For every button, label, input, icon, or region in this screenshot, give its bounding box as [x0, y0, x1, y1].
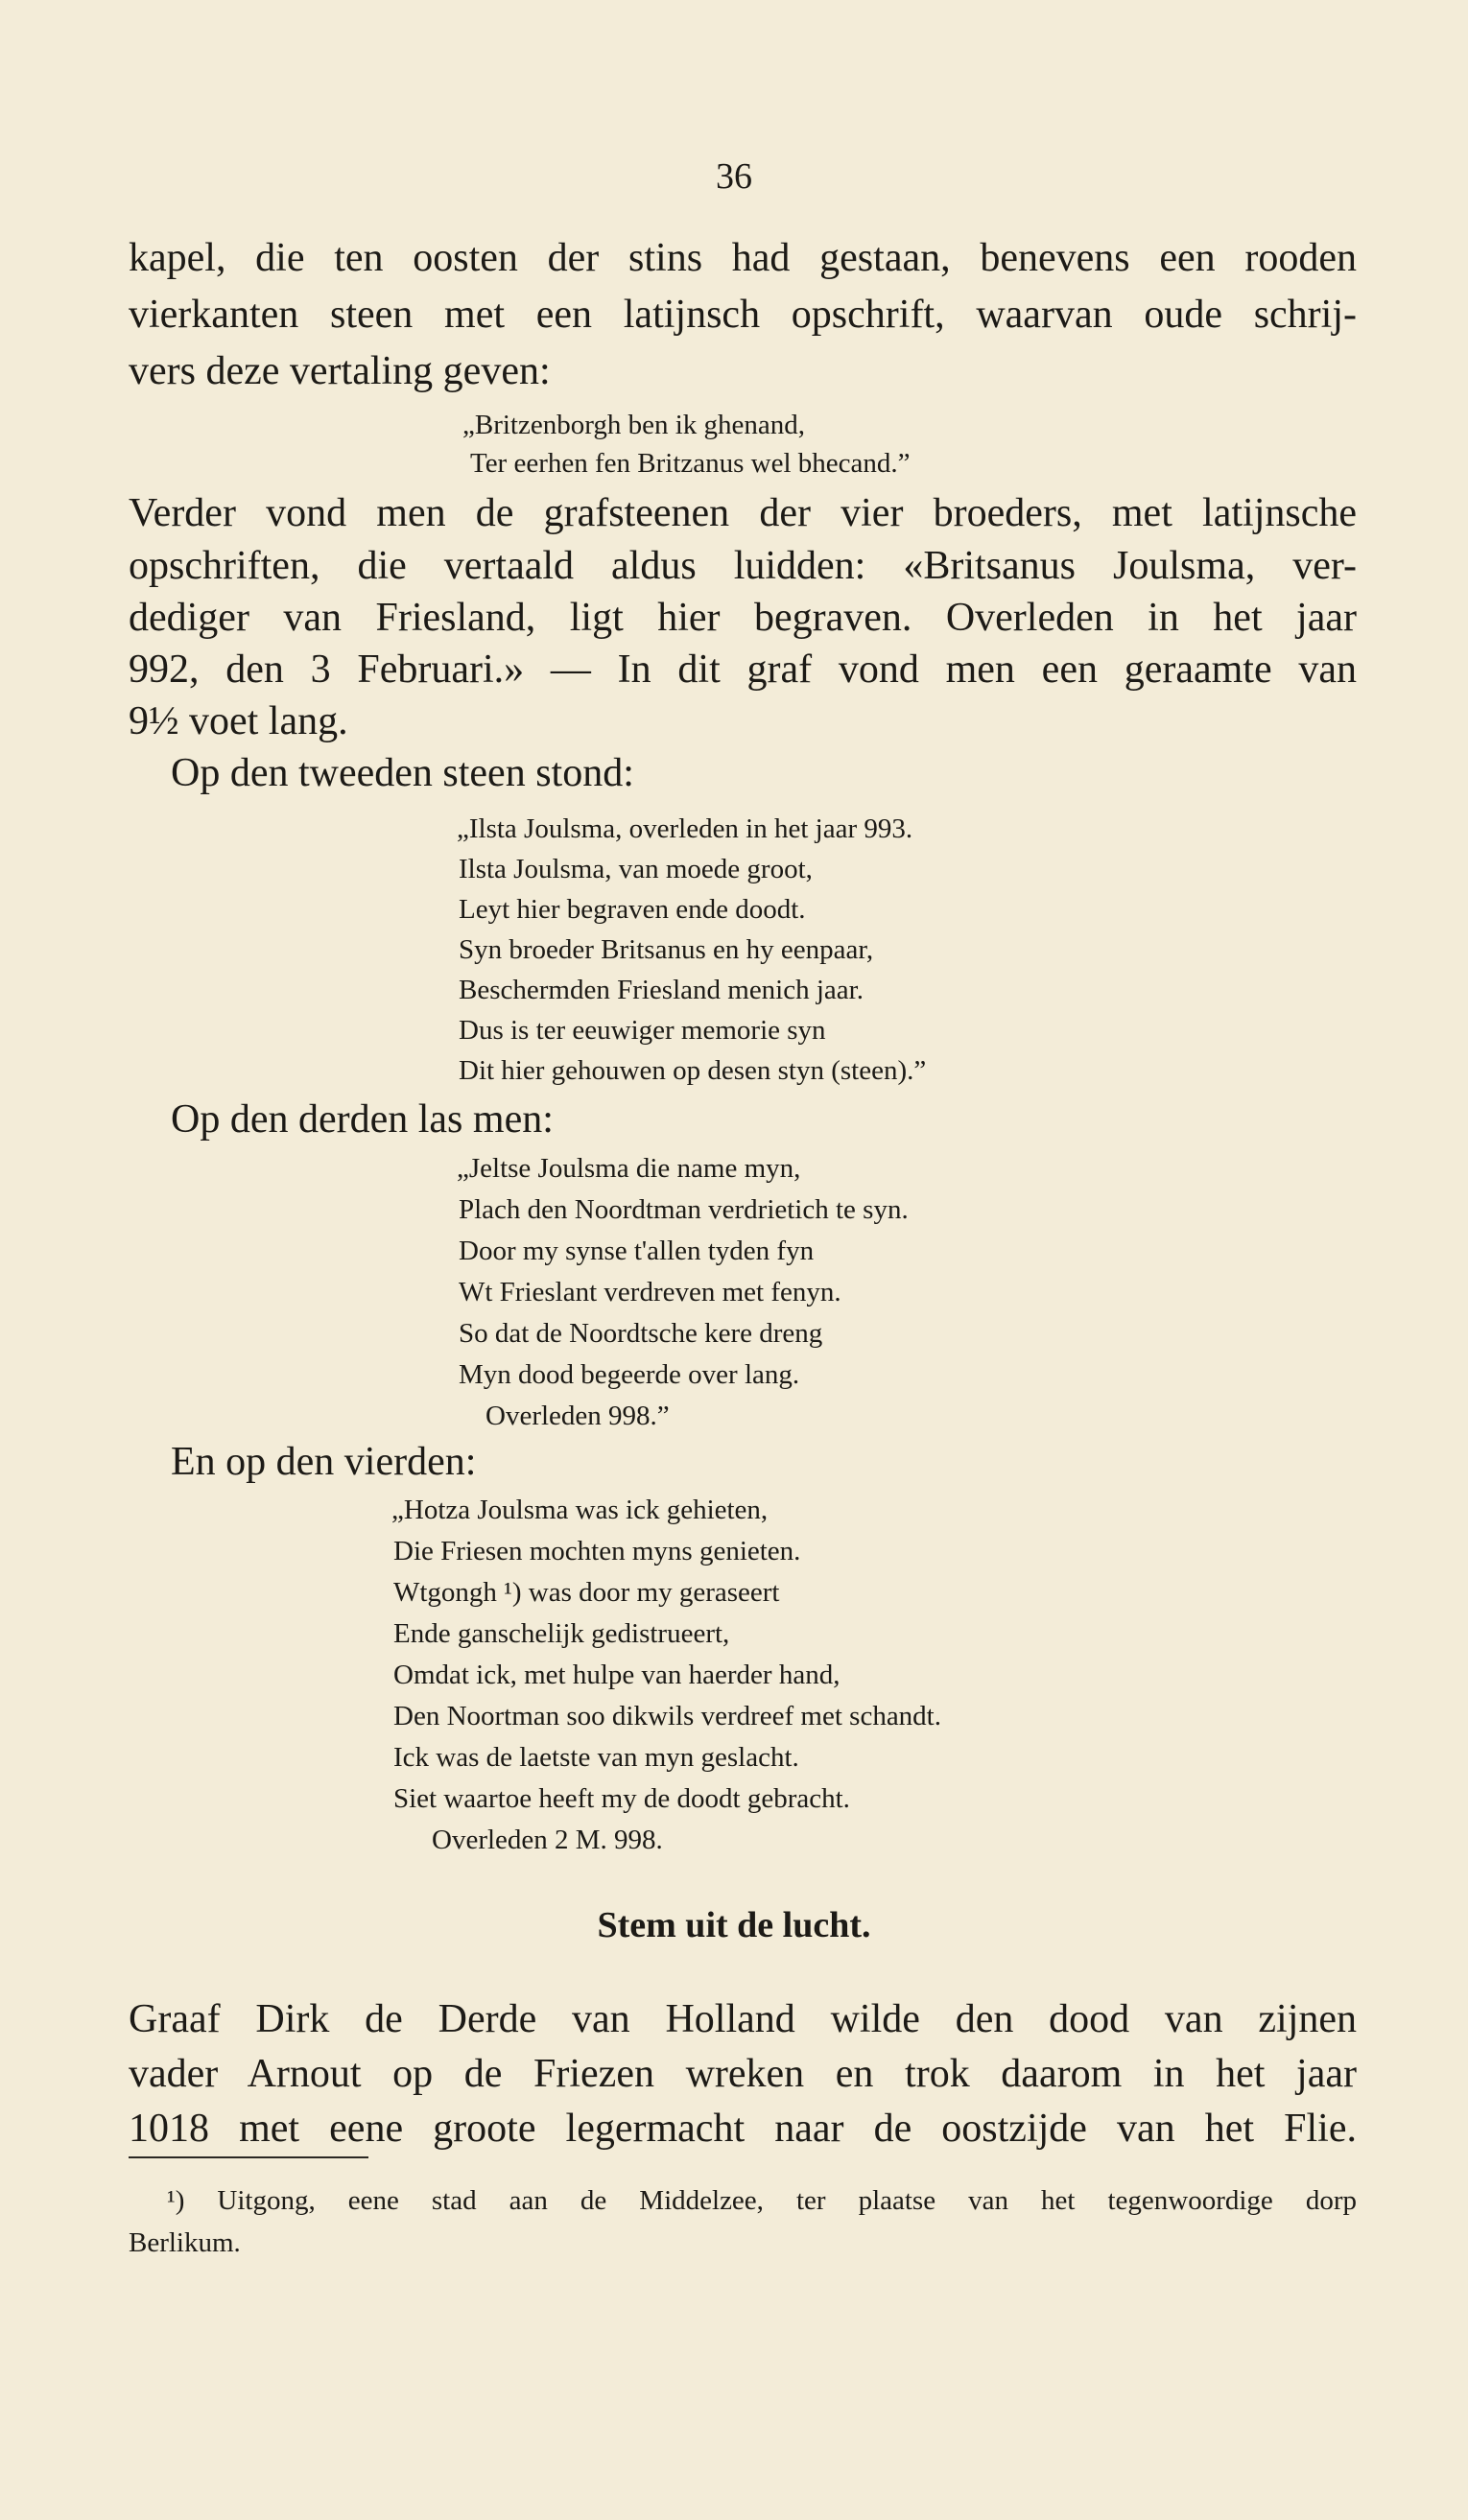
para1-line-1: kapel, die ten oosten der stins had gestaan, benevens een rooden	[129, 236, 1357, 280]
quote2-line-2: Ilsta Joulsma, van moede groot,	[459, 854, 813, 884]
para2-line-2: opschriften, die vertaald aldus luidden: «Britsanus Joulsma, ver-	[129, 544, 1357, 588]
para2-line-1: Verder vond men de grafsteenen der vier broeders, met latijnsche	[129, 491, 1357, 535]
quote2-line-4: Syn broeder Britsanus en hy eenpaar,	[459, 934, 874, 965]
quote2-line-5: Beschermden Friesland menich jaar.	[459, 975, 864, 1005]
quote4-line-6: Den Noortman soo dikwils verdreef met schandt.	[393, 1701, 941, 1731]
quote4-line-1: „Hotza Joulsma was ick gehieten,	[391, 1495, 769, 1525]
quote3-line-4: Wt Frieslant verdreven met fenyn.	[459, 1277, 841, 1307]
para1-line-2: vierkanten steen met een latijnsch opschrift, waarvan oude schrij-	[129, 293, 1357, 337]
section-heading: Stem uit de lucht.	[597, 1905, 871, 1945]
quote2-line-7: Dit hier gehouwen op desen styn (steen).”	[459, 1055, 927, 1086]
intro-third-stone: Op den derden las men:	[171, 1097, 554, 1142]
footnote-rule	[129, 2156, 368, 2158]
quote2-line-6: Dus is ter eeuwiger memorie syn	[459, 1015, 826, 1046]
quote1-line-1: „Britzenborgh ben ik ghenand,	[462, 410, 806, 440]
footnote-line-2: Berlikum.	[129, 2227, 241, 2258]
quote4-line-2: Die Friesen mochten myns genieten.	[393, 1536, 801, 1566]
page-number: 36	[716, 156, 752, 197]
quote4-line-7: Ick was de laetste van myn geslacht.	[393, 1742, 799, 1773]
quote3-line-5: So dat de Noordtsche kere dreng	[459, 1318, 823, 1349]
quote4-line-9: Overleden 2 M. 998.	[432, 1825, 663, 1855]
quote4-line-8: Siet waartoe heeft my de doodt gebracht.	[393, 1783, 850, 1814]
para3-line-1: Graaf Dirk de Derde van Holland wilde den dood van zijnen	[129, 1997, 1357, 2041]
para2-line-3: dediger van Friesland, ligt hier begraven. Overleden in het jaar	[129, 596, 1357, 640]
intro-second-stone: Op den tweeden steen stond:	[171, 751, 634, 795]
para2-line-5: 9½ voet lang.	[129, 699, 348, 743]
quote4-line-5: Omdat ick, met hulpe van haerder hand,	[393, 1660, 841, 1690]
quote2-line-3: Leyt hier begraven ende doodt.	[459, 894, 806, 925]
quote3-line-3: Door my synse t'allen tyden fyn	[459, 1236, 815, 1266]
quote4-line-3: Wtgongh ¹) was door my geraseert	[393, 1577, 780, 1608]
para3-line-2: vader Arnout op de Friezen wreken en trok daarom in het jaar	[129, 2052, 1357, 2096]
quote2-line-1: „Ilsta Joulsma, overleden in het jaar 993.	[457, 813, 913, 844]
quote3-line-2: Plach den Noordtman verdrietich te syn.	[459, 1194, 909, 1225]
quote3-line-7: Overleden 998.”	[485, 1401, 670, 1431]
quote3-line-1: „Jeltse Joulsma die name myn,	[457, 1153, 801, 1184]
quote4-line-4: Ende ganschelijk gedistrueert,	[393, 1618, 730, 1649]
footnote-line-1	[129, 2179, 1357, 2222]
para3-line-3: 1018 met eene groote legermacht naar de oostzijde van het Flie.	[129, 2107, 1357, 2151]
footnote-marker: ¹)	[167, 2185, 185, 2216]
quote3-line-6: Myn dood begeerde over lang.	[459, 1359, 800, 1390]
para1-line-3: vers deze vertaling geven:	[129, 349, 551, 393]
footnote-text: Uitgong, eene stad aan de Middelzee, ter plaatse van het tegenwoordige dorp	[217, 2185, 1357, 2216]
quote1-line-2: Ter eerhen fen Britzanus wel bhecand.”	[470, 448, 911, 479]
intro-fourth-stone: En op den vierden:	[171, 1440, 477, 1484]
para2-line-4: 992, den 3 Februari.» — In dit graf vond men een geraamte van	[129, 648, 1357, 692]
